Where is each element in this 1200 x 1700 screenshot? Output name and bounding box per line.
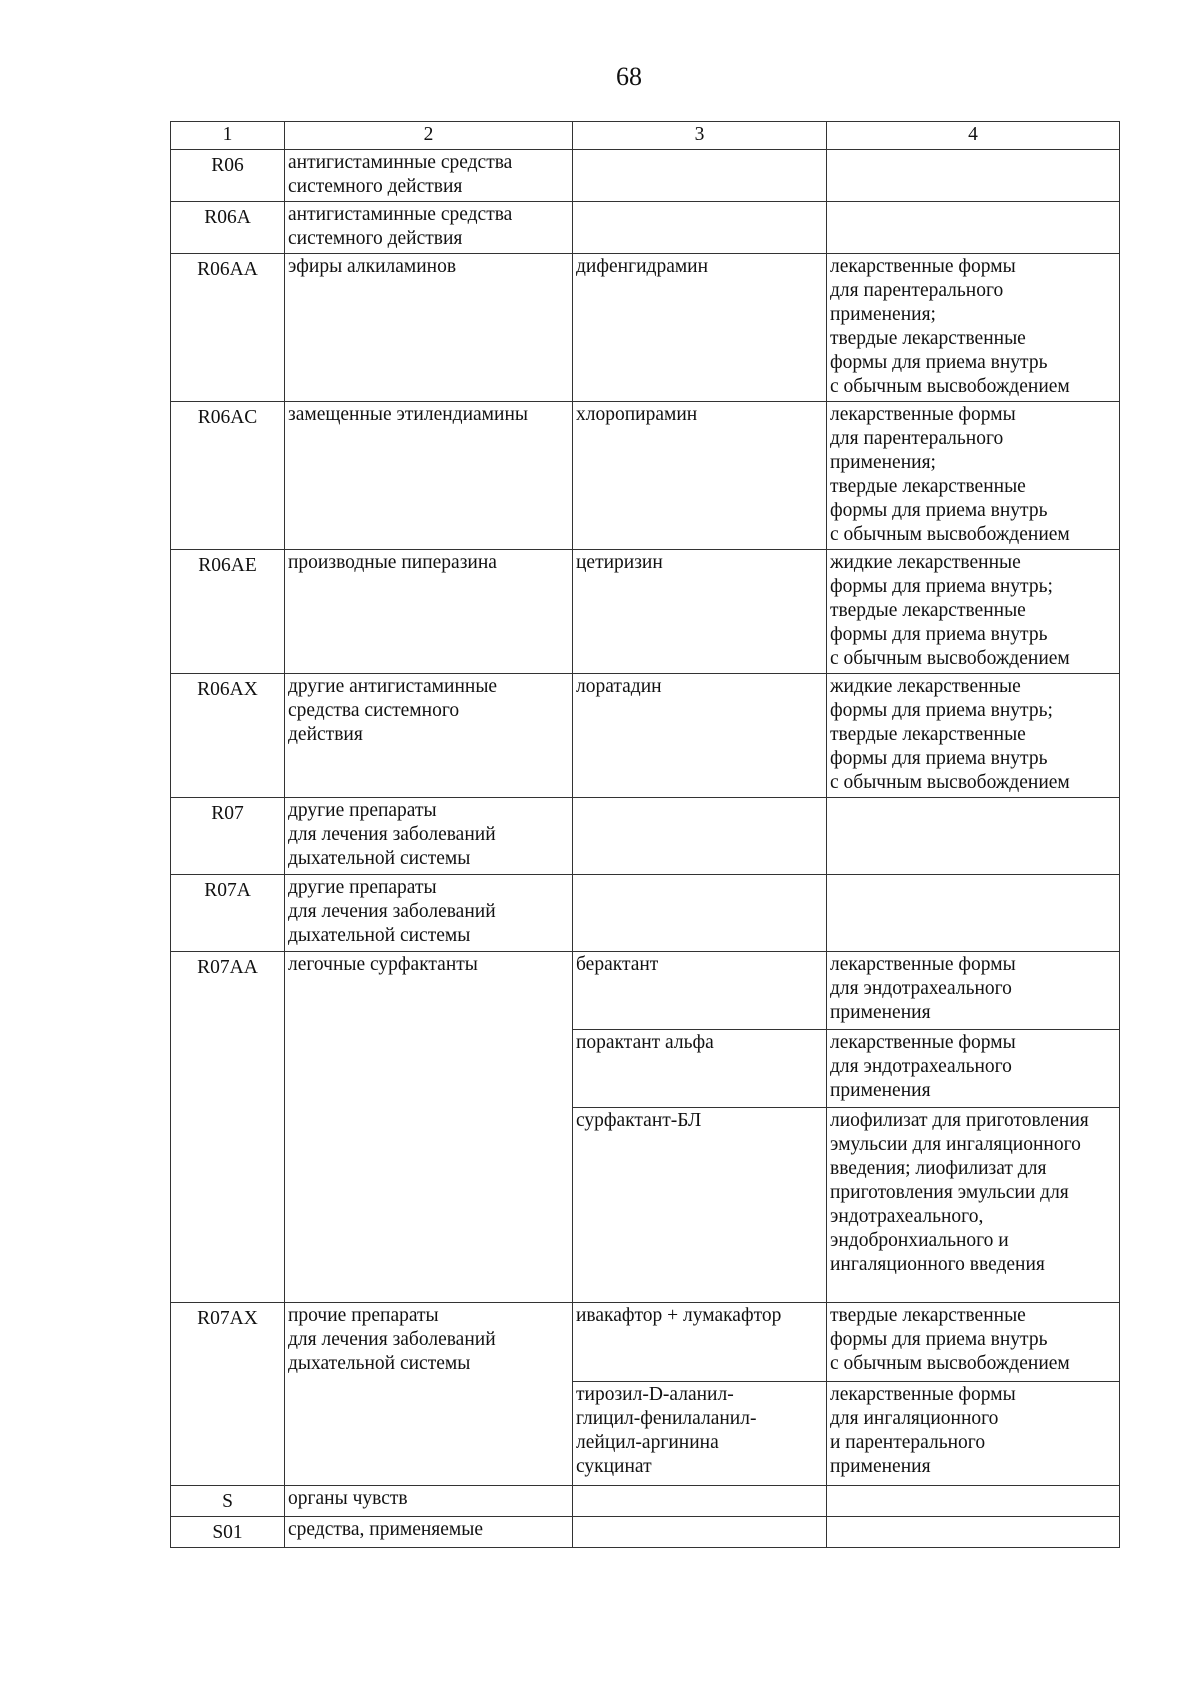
drug-name-cell: [573, 798, 827, 875]
group-name-cell: другие препараты для лечения заболеваний дыхательной системы: [285, 875, 573, 952]
drug-name-cell: дифенгидрамин: [573, 254, 827, 402]
group-name-cell: прочие препараты для лечения заболеваний дыхательной системы: [285, 1303, 573, 1486]
group-name-cell: средства, применяемые: [285, 1517, 573, 1548]
atc-code-cell: R06: [171, 150, 285, 202]
atc-code-cell: R06AC: [171, 402, 285, 550]
header-column-2: 2: [285, 122, 573, 150]
table-row: [171, 952, 1120, 1030]
group-name-cell: органы чувств: [285, 1486, 573, 1517]
atc-code-cell: R06AA: [171, 254, 285, 402]
atc-code-cell: R06AE: [171, 550, 285, 674]
header-column-4: 4: [827, 122, 1120, 150]
dosage-form-cell: жидкие лекарственные формы для приема внутрь; твердые лекарственные формы для приема внутрь с обычным высвобождением: [827, 550, 1120, 674]
dosage-form-cell: лекарственные формы для парентерального применения; твердые лекарственные формы для приема внутрь с обычным высвобождением: [827, 402, 1120, 550]
table-row: [171, 1303, 1120, 1382]
header-column-3: 3: [573, 122, 827, 150]
atc-code-cell: R06A: [171, 202, 285, 254]
group-name-cell: производные пиперазина: [285, 550, 573, 674]
group-name-cell: антигистаминные средства системного действия: [285, 150, 573, 202]
atc-code-cell: S: [171, 1486, 285, 1517]
group-name-cell: другие препараты для лечения заболеваний дыхательной системы: [285, 798, 573, 875]
header-row: [171, 122, 1120, 150]
table-row: [171, 875, 1120, 952]
dosage-form-cell: [827, 1486, 1120, 1517]
atc-code-cell: R07: [171, 798, 285, 875]
drug-name-cell: [573, 202, 827, 254]
dosage-form-cell: [827, 1517, 1120, 1548]
dosage-form-cell: твердые лекарственные формы для приема внутрь с обычным высвобождением: [827, 1303, 1120, 1382]
dosage-form-cell: [827, 202, 1120, 254]
drug-name-cell: сурфактант-БЛ: [573, 1108, 827, 1303]
atc-code-cell: R07AX: [171, 1303, 285, 1486]
group-name-cell: замещенные этилендиамины: [285, 402, 573, 550]
drug-table: [170, 121, 1120, 1548]
dosage-form-cell: [827, 875, 1120, 952]
drug-name-cell: лоратадин: [573, 674, 827, 798]
dosage-form-cell: [827, 150, 1120, 202]
drug-name-cell: [573, 1486, 827, 1517]
drug-name-cell: хлоропирамин: [573, 402, 827, 550]
table-row: [171, 402, 1120, 550]
group-name-cell: эфиры алкиламинов: [285, 254, 573, 402]
drug-name-cell: [573, 1517, 827, 1548]
dosage-form-cell: лекарственные формы для эндотрахеального применения: [827, 952, 1120, 1030]
drug-name-cell: порактант альфа: [573, 1030, 827, 1108]
atc-code-cell: R07A: [171, 875, 285, 952]
header-column-1: 1: [171, 122, 285, 150]
table-row: [171, 150, 1120, 202]
drug-name-cell: цетиризин: [573, 550, 827, 674]
table-row: [171, 1517, 1120, 1548]
drug-name-cell: [573, 875, 827, 952]
dosage-form-cell: лекарственные формы для ингаляционного и парентерального применения: [827, 1382, 1120, 1486]
table-row: [171, 674, 1120, 798]
atc-code-cell: R07AA: [171, 952, 285, 1303]
drug-name-cell: берактант: [573, 952, 827, 1030]
page-number: 68: [616, 62, 642, 91]
group-name-cell: легочные сурфактанты: [285, 952, 573, 1303]
drug-name-cell: [573, 150, 827, 202]
table-row: [171, 550, 1120, 674]
table-row: [171, 254, 1120, 402]
atc-code-cell: S01: [171, 1517, 285, 1548]
dosage-form-cell: лекарственные формы для эндотрахеального применения: [827, 1030, 1120, 1108]
dosage-form-cell: жидкие лекарственные формы для приема внутрь; твердые лекарственные формы для приема внутрь с обычным высвобождением: [827, 674, 1120, 798]
dosage-form-cell: лекарственные формы для парентерального применения; твердые лекарственные формы для приема внутрь с обычным высвобождением: [827, 254, 1120, 402]
drug-name-cell: тирозил-D-аланил- глицил-фенилаланил- лейцил-аргинина сукцинат: [573, 1382, 827, 1486]
table-row: [171, 798, 1120, 875]
dosage-form-cell: лиофилизат для приготовления эмульсии для ингаляционного введения; лиофилизат для приготовления эмульсии для эндотрахеального, эндобронхиального и ингаляционного введения: [827, 1108, 1120, 1303]
group-name-cell: антигистаминные средства системного действия: [285, 202, 573, 254]
table-row: [171, 202, 1120, 254]
atc-code-cell: R06AX: [171, 674, 285, 798]
group-name-cell: другие антигистаминные средства системного действия: [285, 674, 573, 798]
table-row: [171, 1486, 1120, 1517]
dosage-form-cell: [827, 798, 1120, 875]
drug-name-cell: ивакафтор + лумакафтор: [573, 1303, 827, 1382]
